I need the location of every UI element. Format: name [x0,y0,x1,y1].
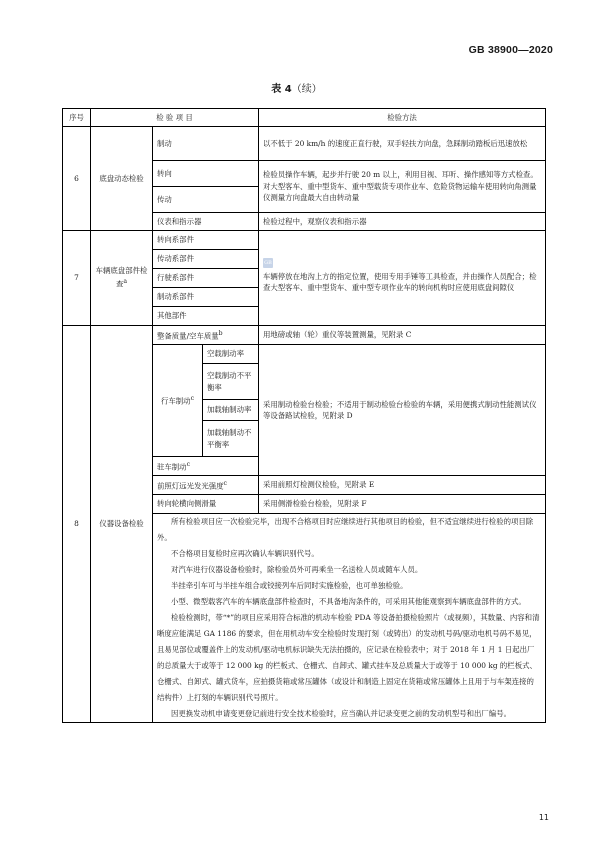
row6-steering: 转向 [153,161,259,187]
row8-headlamp [153,476,259,495]
row8-mass-method: 用地磅或轴（轮）重仪等装置测量，见附录 C [259,326,546,345]
row7-part: 传动系部件 [153,250,259,269]
table-caption [0,80,593,95]
row7-category [91,231,153,326]
row6-no: 6 [63,127,91,231]
row8-mass [153,326,259,345]
row8-headlamp-mark: c [223,479,227,487]
row8-parking-brake [153,457,259,476]
row7-method: 车辆停放在地沟上方的指定位置，使用专用手锤等工具检查，并由操作人员配合；检查大型客车、重中型货车、重中型专项作业车的转向机构时应使用底盘间隙仪 [263,271,537,292]
row8-sideslip-method: 采用侧滑检验台检验，见附录 F [259,495,546,514]
row6-transmission: 传动 [153,187,259,213]
row6-instruments-method: 检验过程中，观察仪表和指示器 [259,213,546,231]
row8-parking-brake-text: 驻车制动 [157,462,187,471]
note: 因更换发动机申请变更登记前进行安全技术检验时，应当确认并记录变更之前的发动机型号和出厂编号。 [171,709,511,718]
row8-service-item: 加载轴制动不平衡率 [203,421,259,457]
row8-mass-text: 整备质量/空车质量 [157,331,219,340]
table-row [63,326,546,345]
note: 所有检验项目应一次检验完毕，出现不合格项目时应继续进行其他项目的检验，但不适宜继续进行检验的项目除外。 [157,517,534,542]
col-no-header: 序号 [63,109,91,127]
page-number: 11 [538,813,549,822]
note: 不合格项目复检时应再次确认车辆识别代号。 [171,549,319,558]
col-item-header: 检 验 项 目 [91,109,259,127]
row8-mass-mark: b [218,329,223,337]
note: 对汽车进行仪器设备检验时，除检验员外可再乘坐一名送检人员或随车人员。 [171,565,423,574]
row6-category: 底盘动态检验 [91,127,153,231]
row6-braking: 制动 [153,127,259,161]
row6-steer-trans-method: 检验员操作车辆，起步并行驶 20 m 以上，利用目视、耳听、操作感知等方式检查。对大型客车、重中型货车、重中型载货专项作业车、危险货物运输车使用转向角测量仪测量方向盘最大自由转动量 [259,161,546,213]
note: 小型、微型载客汽车的车辆底盘部件检查时，不具备地沟条件的，可采用其他能观察到车辆底盘部件的方式。 [171,597,526,606]
row7-no: 7 [63,231,91,326]
row7-category-mark: a [123,278,128,286]
row7-part: 转向系部件 [153,231,259,250]
row8-service-brake-text: 行车制动 [160,396,191,406]
row8-category: 仪器设备检验 [91,326,153,723]
row7-method-cell [259,231,546,326]
inspection-table [62,108,546,723]
row7-part: 行驶系部件 [153,269,259,288]
row8-headlamp-method: 采用前照灯检测仪检验，见附录 E [259,476,546,495]
row8-service-item: 空载制动率 [203,345,259,364]
row6-instruments: 仪表和指示器 [153,213,259,231]
row8-headlamp-text: 前照灯远光发光强度 [157,481,224,490]
table-row [63,231,546,250]
row8-parking-brake-mark: c [186,460,191,468]
table-row [63,127,546,161]
note: 半挂牵引车可与半挂车组合或铰接列车后同时实施检验，也可单独检验。 [171,581,408,590]
row7-stamp-icon: GB [264,259,272,266]
row6-braking-method: 以不低于 20 km/h 的速度正直行驶，双手轻扶方向盘，急踩制动踏板后迅速放松 [259,127,546,161]
note: 检验检测时，带“*”的项目应采用符合标准的机动车检验 PDA 等设备拍摄检验照片（或视频），其数量、内容和清晰度应能满足 GA 1186 的要求，但在用机动车安全检验时发现打刻（或铸出）的发动机号码/驱动电机号码不易见，且易见部位或覆盖件上的发动机/驱动电机标识缺失无法拍摄的，应记录在检验表中；对于 2018 年 1 月 1 日起出厂的总质量大于或等于 12 000 kg 的栏板式、仓栅式、自卸式、罐式挂车及总质量大于或等于 10 000 kg 的栏板式、仓栅式、自卸式、罐式货车，应拍摄货箱或常压罐体（或设计和制造上固定在货箱或常压罐体上且用于与车架连接的结构件）上打刻的车辆识别代号照片。 [157,613,540,702]
row7-part: 其他部件 [153,307,259,326]
row8-brake-method: 采用制动检验台检验；不适用于制动检验台检验的车辆，采用便携式制动性能测试仪等设备路试检验，见附录 D [259,345,546,476]
row8-service-item: 空载制动不平衡率 [203,364,259,400]
table-caption-label: 表 4 [271,84,292,95]
row8-sideslip: 转向轮横向侧滑量 [153,495,259,514]
table-caption-suffix: （续） [291,84,322,95]
col-method-header: 检验方法 [259,109,546,127]
row8-service-item: 加载轴制动率 [203,400,259,421]
row7-part: 制动系部件 [153,288,259,307]
row8-service-brake-mark: c [190,395,195,403]
row7-category-text: 车辆底盘部件检查 [95,266,148,289]
table-header-row [63,109,546,127]
notes-cell [153,514,546,723]
row8-service-brake [153,345,203,457]
standard-number: GB 38900—2020 [468,44,553,56]
row8-no: 8 [63,326,91,723]
